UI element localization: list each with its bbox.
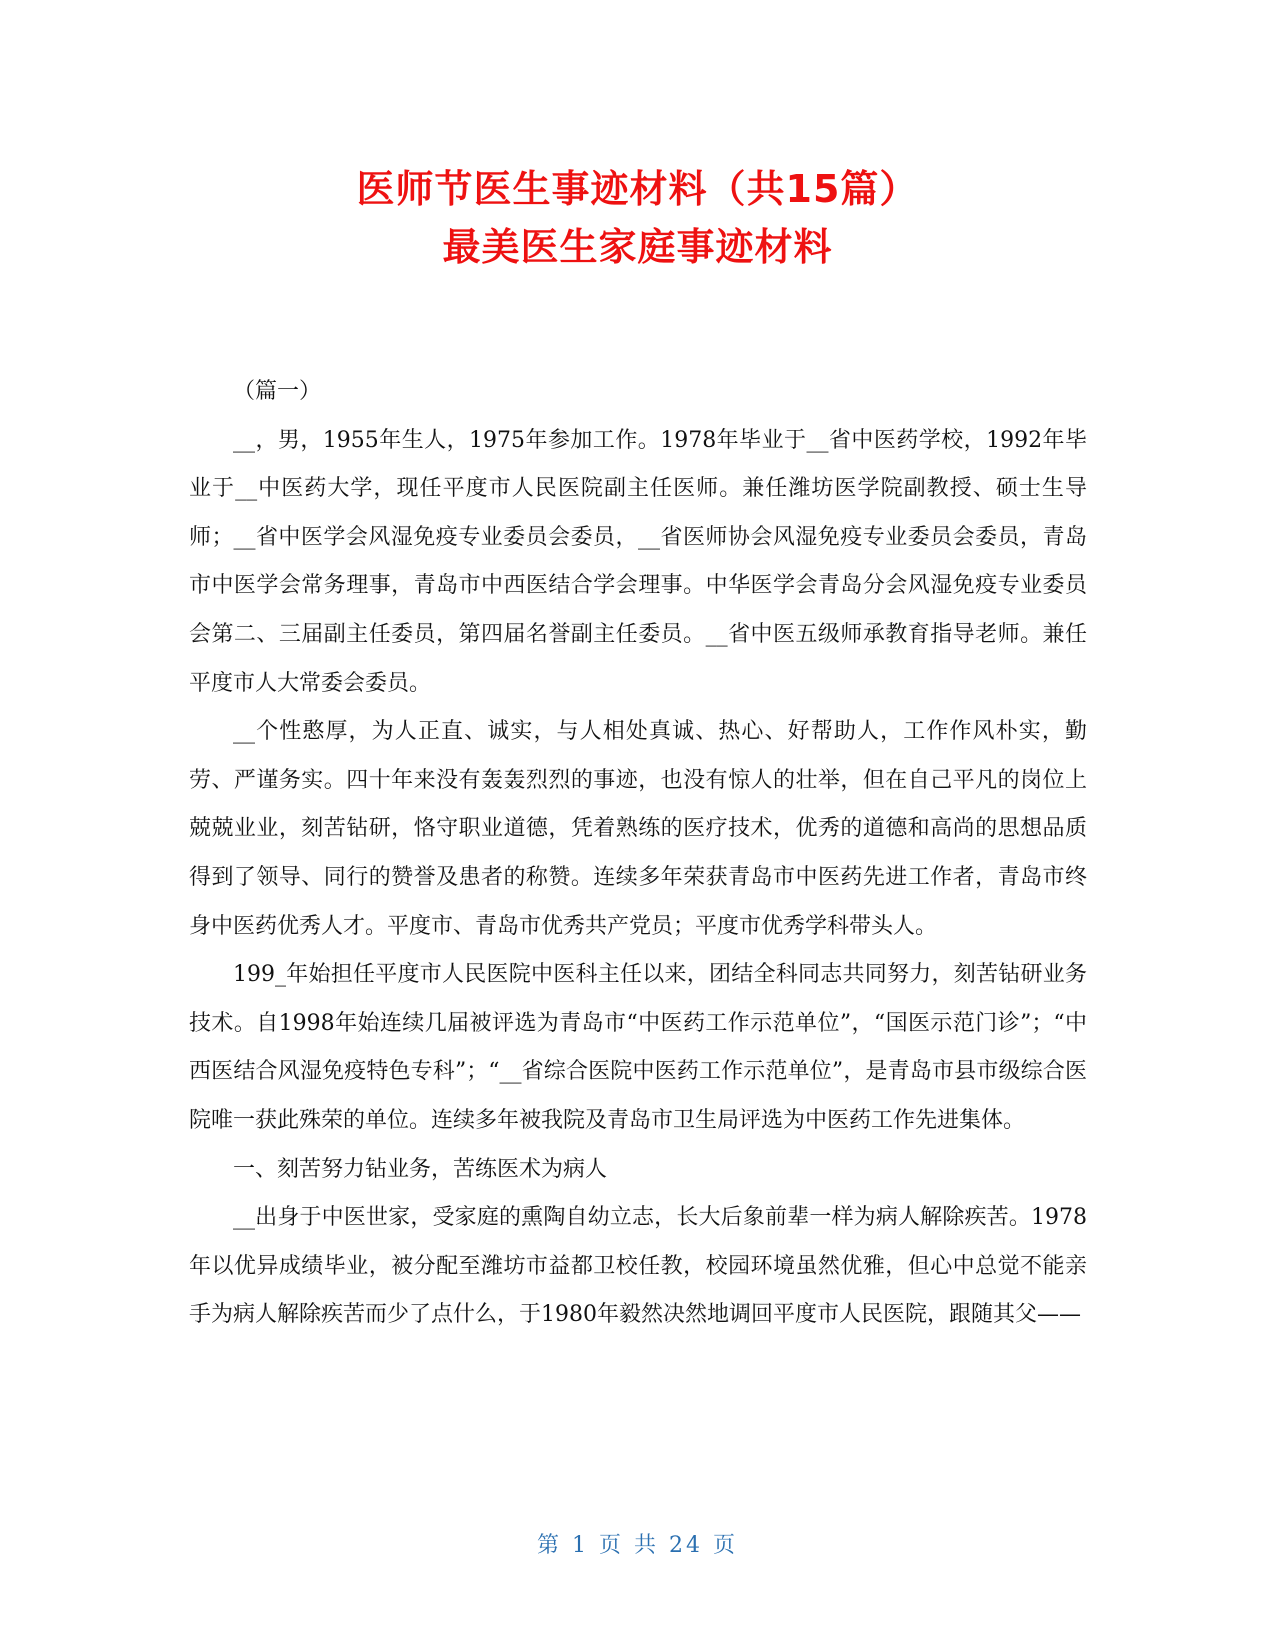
paragraph-4: __出身于中医世家，受家庭的熏陶自幼立志，长大后象前辈一样为病人解除疾苦。1978年以优异成绩毕业，被分配至潍坊市益都卫校任教，校园环境虽然优雅，但心中总觉不能亲手为病人解除疾苦而少了点什么，于1980年毅然决然地调回平度市人民医院，跟随其父——	[189, 1205, 1087, 1328]
title-line-1: 医师节医生事迹材料（共15篇）	[356, 167, 919, 211]
document-body	[189, 368, 1087, 1340]
section-label: （篇一）	[233, 379, 322, 404]
page-number-footer: 第 1 页 共 24 页	[537, 1533, 738, 1558]
title-line-2: 最美医生家庭事迹材料	[442, 225, 833, 269]
paragraph-3: 199_年始担任平度市人民医院中医科主任以来，团结全科同志共同努力，刻苦钻研业务技术。自1998年始连续几届被评选为青岛市“中医药工作示范单位”，“国医示范门诊”；“中西医结合风湿免疫特色专科”；“__省综合医院中医药工作示范单位”，是青岛市县市级综合医院唯一获此殊荣的单位。连续多年被我院及青岛市卫生局评选为中医药工作先进集体。	[189, 962, 1087, 1133]
section-heading-1: 一、刻苦努力钻业务，苦练医术为病人	[233, 1156, 608, 1182]
document-title	[0, 160, 1275, 276]
paragraph-1: __，男，1955年生人，1975年参加工作。1978年毕业于__省中医药学校，1992年毕业于__中医药大学，现任平度市人民医院副主任医师。兼任潍坊医学院副教授、硕士生导师；__省中医学会风湿免疫专业委员会委员，__省医师协会风湿免疫专业委员会委员，青岛市中医学会常务理事，青岛市中西医结合学会理事。中华医学会青岛分会风湿免疫专业委员会第二、三届副主任委员，第四届名誉副主任委员。__省中医五级师承教育指导老师。兼任平度市人大常委会委员。	[189, 427, 1087, 696]
paragraph-2: __个性憨厚，为人正直、诚实，与人相处真诚、热心、好帮助人，工作作风朴实，勤劳、严谨务实。四十年来没有轰轰烈烈的事迹，也没有惊人的壮举，但在自己平凡的岗位上兢兢业业，刻苦钻研，恪守职业道德，凭着熟练的医疗技术，优秀的道德和高尚的思想品质得到了领导、同行的赞誉及患者的称赞。连续多年荣获青岛市中医药先进工作者，青岛市终身中医药优秀人才。平度市、青岛市优秀共产党员；平度市优秀学科带头人。	[189, 719, 1087, 939]
